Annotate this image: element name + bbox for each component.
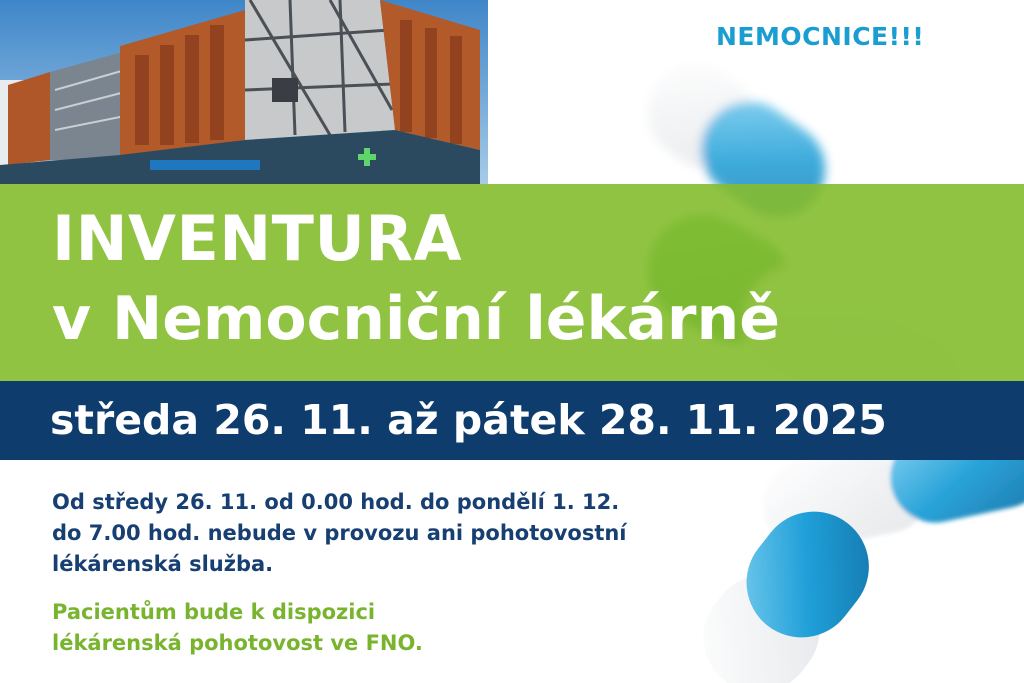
headline-line-1: INVENTURA: [52, 202, 463, 275]
notice-line: lékárenská služba.: [52, 552, 274, 576]
hospital-building-photo: [0, 0, 488, 184]
alternative-service-notice: [52, 597, 423, 659]
brand-label: NEMOCNICE!!!: [716, 22, 925, 51]
alternative-line: Pacientům bude k dispozici: [52, 600, 376, 624]
alternative-line: lékárenská pohotovost ve FNO.: [52, 631, 423, 655]
date-range: středa 26. 11. až pátek 28. 11. 2025: [50, 396, 887, 444]
service-notice: [52, 487, 627, 580]
notice-line: Od středy 26. 11. od 0.00 hod. do pondělí 1. 12.: [52, 490, 620, 514]
headline-line-2: v Nemocniční lékárně: [52, 284, 780, 354]
notice-line: do 7.00 hod. nebude v provozu ani pohotovostní: [52, 521, 627, 545]
